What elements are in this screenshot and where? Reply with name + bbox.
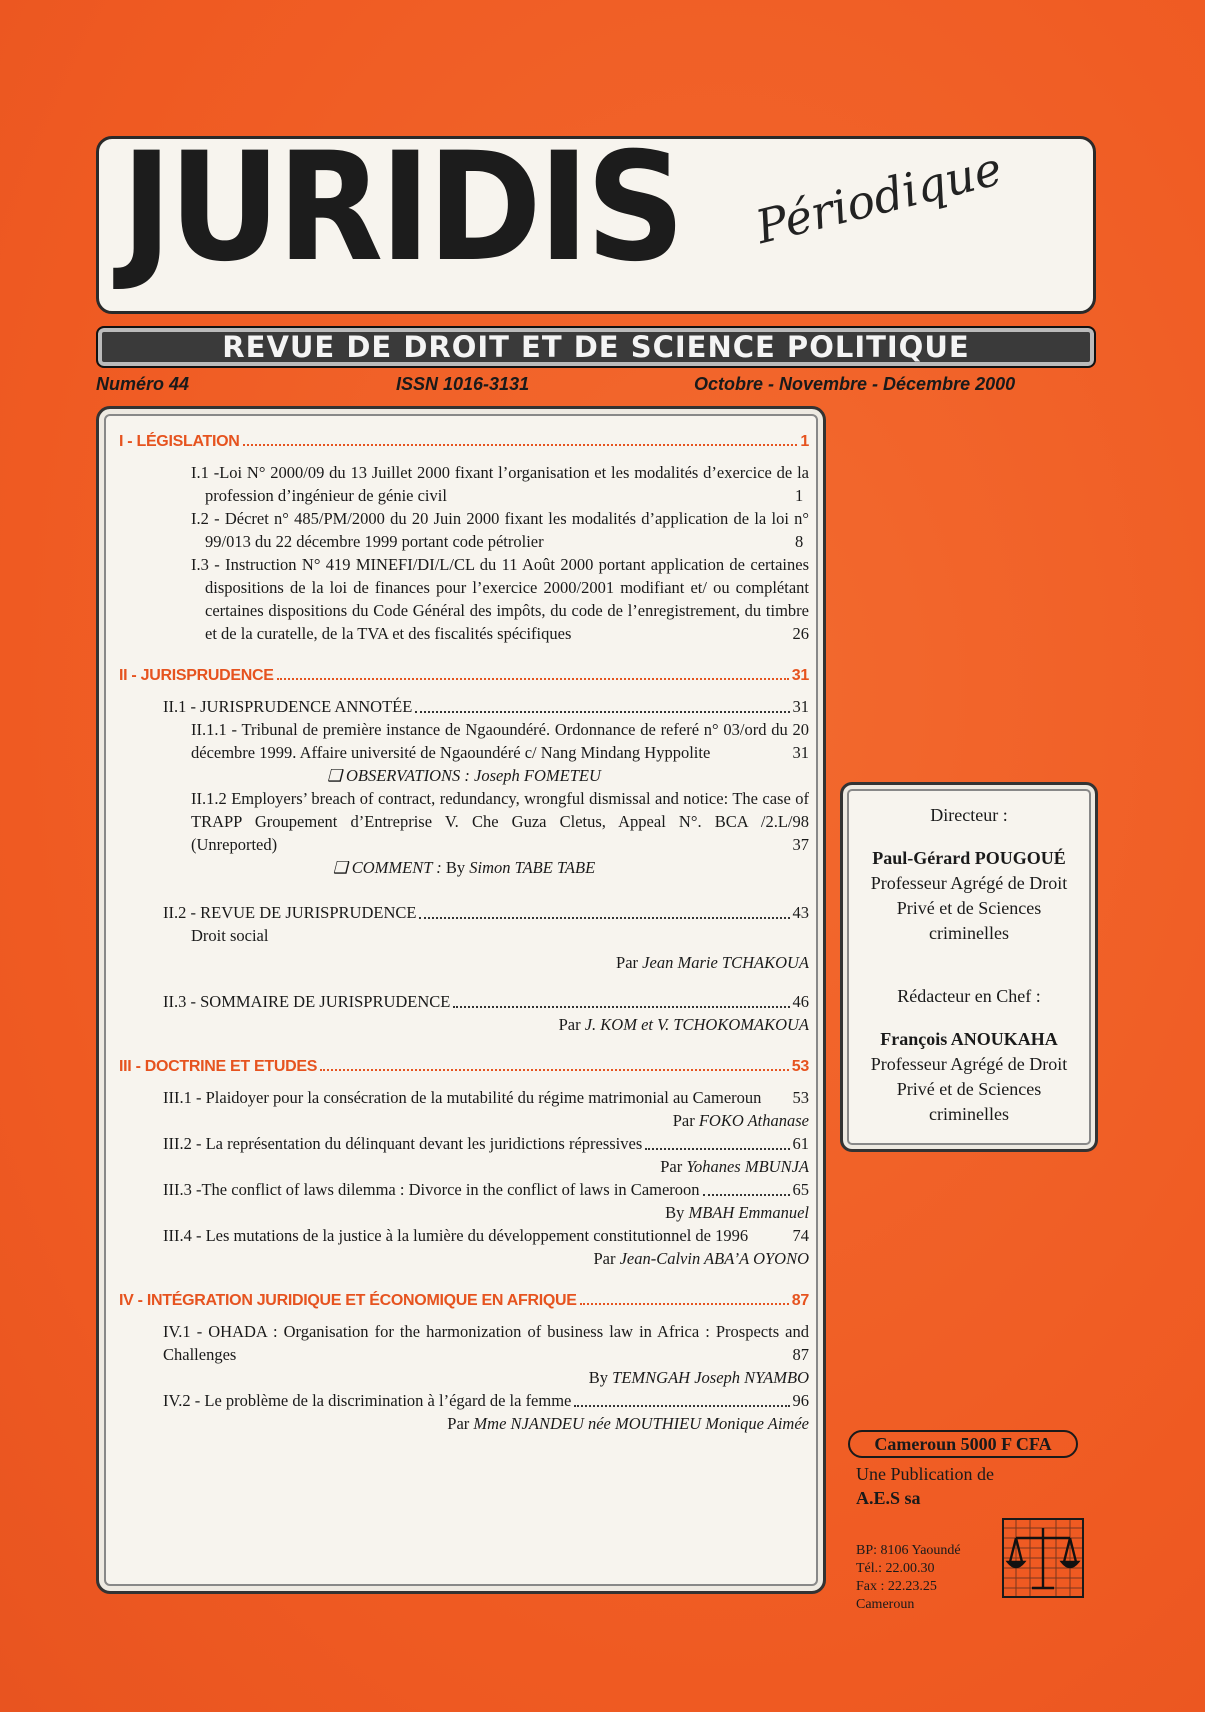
toc-entry[interactable]: I.3 - Instruction N° 419 MINEFI/DI/L/CL du 11 Août 2000 portant application de certaines dispositions de la loi de finances pour l’exercice 2000/2001 modifiant et/ ou complétant certaines dispositions du Code Général des impôts, du code de l’enregistrement, du timbre et de la curatelle, de la TVA et des fiscalités spécifiques 26 [191,555,809,643]
toc-comment: ❑ COMMENT : By Simon TABE TABE [332,858,596,877]
toc-entry[interactable]: III.2 - La représentation du délinquant devant les juridictions répressives 61 [163,1134,809,1153]
toc-entry[interactable]: I.2 - Décret n° 485/PM/2000 du 20 Juin 2000 fixant les modalités d’application de la loi n° 99/013 du 22 décembre 1999 portant code pétrolier 8 [191,509,809,551]
toc-entry[interactable]: II.1 - JURISPRUDENCE ANNOTÉE 31 [163,697,809,716]
toc-section[interactable]: III - DOCTRINE ET ETUDES 53 [119,1058,809,1075]
toc-author: By TEMNGAH Joseph NYAMBO [588,1368,809,1387]
masthead [96,136,1096,314]
journal-subtitle: REVUE DE DROIT ET DE SCIENCE POLITIQUE [222,330,970,364]
chief-name: François ANOUKAHA [880,1029,1058,1049]
toc-observations: ❑ OBSERVATIONS : Joseph FOMETEU [327,766,601,785]
toc-section[interactable]: I - LÉGISLATION 1 [119,433,809,450]
toc-section[interactable]: IV - INTÉGRATION JURIDIQUE ET ÉCONOMIQUE EN AFRIQUE 87 [119,1292,809,1309]
toc-entry[interactable]: II.1.1 - Tribunal de première instance de Ngaoundéré. Ordonnance de referé n° 03/ord du 20 décembre 1999. Affaire université de Ngaoundéré c/ Nang Mindang Hyppolite 31 [191,720,809,762]
toc-author: Par FOKO Athanase [672,1111,809,1130]
director-name: Paul-Gérard POUGOUÉ [872,848,1066,868]
toc-entry[interactable]: II.1.2 Employers’ breach of contract, redundancy, wrongful dismissal and notice: The case of TRAPP Groupement d’Entreprise V. Che Guza Cletus, Appeal N°. BCA /2.L/98 (Unreported) 37 [191,789,809,854]
toc-section[interactable]: II - JURISPRUDENCE 31 [119,667,809,684]
editorial-board [840,782,1098,1152]
toc-author: By MBAH Emmanuel [665,1203,809,1222]
chief-label: Rédacteur en Chef : [897,986,1041,1006]
toc-entry[interactable]: III.1 - Plaidoyer pour la consécration de la mutabilité du régime matrimonial au Cameroun 53 [163,1088,809,1107]
toc-subentry: Droit social [191,926,269,945]
issue-number: Numéro 44 [96,374,190,394]
director-label: Directeur : [930,805,1008,825]
toc-author: Par Mme NJANDEU née MOUTHIEU Monique Aimée [447,1414,809,1433]
toc-entry[interactable]: III.4 - Les mutations de la justice à la lumière du développement constitutionnel de 1996 74 [163,1226,809,1245]
chief-title: Professeur Agrégé de Droit Privé et de Sciences criminelles [870,1054,1068,1124]
logo: JURIDIS [121,136,682,295]
publisher-info: Une Publication de A.E.S sa [856,1464,994,1508]
toc-entry[interactable]: II.2 - REVUE DE JURISPRUDENCE 43 [163,903,809,922]
director-title: Professeur Agrégé de Droit Privé et de Sciences criminelles [870,873,1068,943]
toc-entry[interactable]: IV.2 - Le problème de la discrimination à l’égard de la femme 96 [163,1391,809,1410]
scales-of-justice-icon [1002,1518,1084,1598]
price-badge: Cameroun 5000 F CFA [848,1430,1078,1458]
toc-author: Par Yohanes MBUNJA [660,1157,809,1176]
toc-author: Par J. KOM et V. TCHOKOMAKOUA [558,1015,809,1034]
issn: ISSN 1016-3131 [396,374,530,394]
subtitle-bar [96,326,1096,368]
publisher-address: BP: 8106 Yaoundé Tél.: 22.00.30 Fax : 22.23.25 Cameroun [856,1543,961,1612]
table-of-contents [96,406,826,1594]
toc-entry[interactable]: IV.1 - OHADA : Organisation for the harmonization of business law in Africa : Prospects and Challenges 87 [163,1322,809,1364]
toc-entry[interactable]: III.3 -The conflict of laws dilemma : Divorce in the conflict of laws in Cameroon 65 [163,1180,809,1199]
logo-subtitle: Périodique [750,141,1008,255]
toc-entry[interactable]: I.1 -Loi N° 2000/09 du 13 Juillet 2000 fixant l’organisation et les modalités d’exercice de la profession d’ingénieur de génie civil 1 [191,463,809,505]
toc-entry[interactable]: II.3 - SOMMAIRE DE JURISPRUDENCE 46 [163,992,809,1011]
toc-author: Par Jean Marie TCHAKOUA [616,953,809,972]
toc-author: Par Jean-Calvin ABA’A OYONO [593,1249,809,1268]
issue-period: Octobre - Novembre - Décembre 2000 [694,374,1016,394]
